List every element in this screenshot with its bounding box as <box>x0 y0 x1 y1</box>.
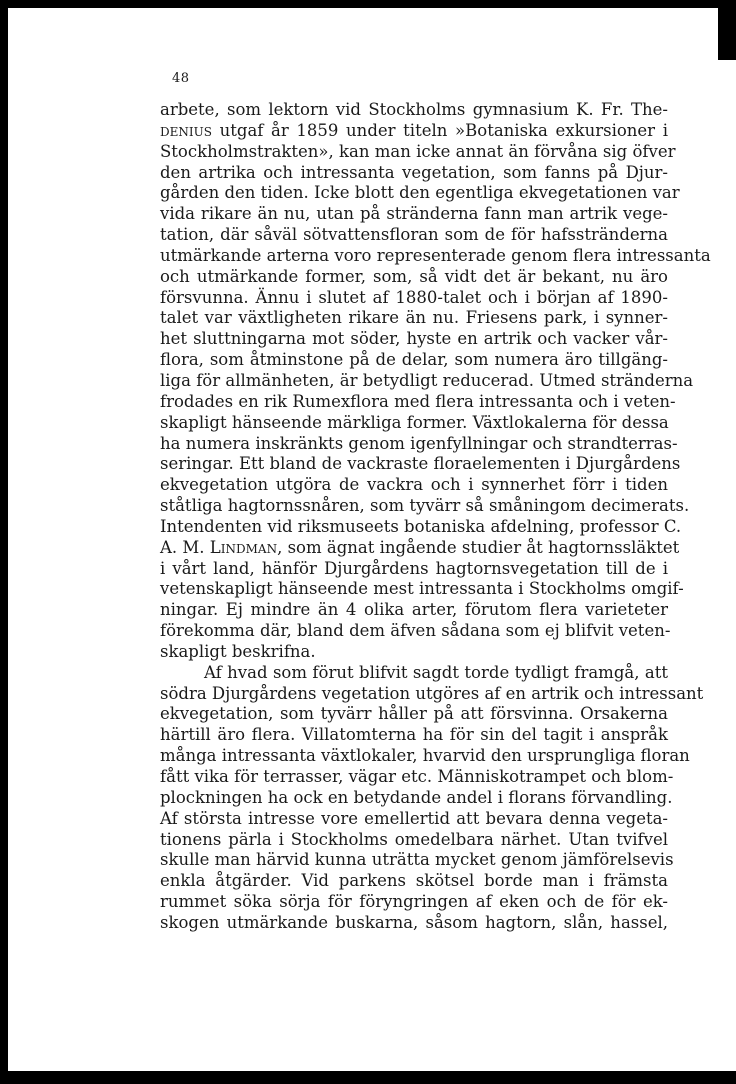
text-line: Af hvad som förut blifvit sagdt torde tydligt framgå, att <box>204 662 668 682</box>
text-line: liga för allmänheten, är betydligt reducerad. Utmed stränderna <box>160 370 694 390</box>
text-line: många intressanta växtlokaler, hvarvid den ursprungliga floran <box>160 746 690 766</box>
text-line: A. M. Lindman, som ägnat ingående studier åt hagtornssläktet <box>160 537 680 557</box>
text-line: Stockholmstrakten», kan man icke annat än förvåna sig öfver <box>160 141 676 161</box>
text-line: skapligt hänseende märkliga former. Växtlokalerna för dessa <box>160 412 669 432</box>
text-line: ekvegetation utgöra de vackra och i synnerhet förr i tiden <box>160 475 668 495</box>
text-line: vida rikare än nu, utan på stränderna fann man artrik vege- <box>160 204 668 224</box>
body-text <box>160 100 711 934</box>
text-line: enkla åtgärder. Vid parkens skötsel borde man i främsta <box>160 871 668 891</box>
text-line: het sluttningarna mot söder, hyste en artrik och vacker vår- <box>160 329 668 349</box>
text-line: ningar. Ej mindre än 4 olika arter, förutom flera varieteter <box>160 600 668 620</box>
text-line: talet var växtligheten rikare än nu. Friesens park, i synner- <box>160 308 668 328</box>
scan-border-bottom <box>0 1071 736 1084</box>
scan-border-left <box>0 0 8 1084</box>
text-line: Af största intresse vore emellertid att bevara denna vegeta- <box>160 808 668 828</box>
page-number: 48 <box>172 71 190 86</box>
text-line: seringar. Ett bland de vackraste floraelementen i Djurgårdens <box>160 454 681 474</box>
text-line: denius utgaf år 1859 under titeln »Botaniska exkursioner i <box>160 120 668 140</box>
text-line: tionens pärla i Stockholms omedelbara närhet. Utan tvifvel <box>160 829 668 849</box>
scan-border-right <box>718 0 736 60</box>
text-line: i vårt land, hänför Djurgårdens hagtornsvegetation till de i <box>160 558 668 578</box>
text-line: ekvegetation, som tyvärr håller på att försvinna. Orsakerna <box>160 704 668 724</box>
text-line: den artrika och intressanta vegetation, som fanns på Djur- <box>160 162 668 182</box>
scan-border-top <box>0 0 736 8</box>
text-line: arbete, som lektorn vid Stockholms gymnasium K. Fr. The- <box>160 100 668 119</box>
text-line: förekomma där, bland dem äfven sådana som ej blifvit veten- <box>160 621 671 641</box>
text-line: utmärkande arterna voro representerade genom flera intressanta <box>160 245 711 265</box>
text-line: tation, där såväl sötvattensfloran som de för hafsstränderna <box>160 225 668 245</box>
text-line: och utmärkande former, som, så vidt det är bekant, nu äro <box>160 266 668 286</box>
text-line: södra Djurgårdens vegetation utgöres af en artrik och intressant <box>160 683 704 703</box>
text-line: frodades en rik Rumexflora med flera intressanta och i veten- <box>160 391 676 411</box>
text-line: plockningen ha ock en betydande andel i florans förvandling. <box>160 787 673 807</box>
text-line: flora, som åtminstone på de delar, som numera äro tillgäng- <box>160 350 668 370</box>
author-name: Lindman <box>209 537 278 557</box>
text-line: fått vika för terrasser, vägar etc. Människotrampet och blom- <box>160 767 674 786</box>
text-line: skapligt beskrifna. <box>160 641 316 661</box>
text-line: skogen utmärkande buskarna, såsom hagtorn, slån, hassel, <box>160 912 668 932</box>
text-line: gården den tiden. Icke blott den egentliga ekvegetationen var <box>160 183 680 203</box>
text-line: härtill äro flera. Villatomterna ha för sin del tagit i anspråk <box>160 725 668 745</box>
text-line: skulle man härvid kunna uträtta mycket genom jämförelsevis <box>160 850 674 870</box>
text-line: vetenskapligt hänseende mest intressanta i Stockholms omgif- <box>160 579 684 599</box>
text-line: ståtliga hagtornssnåren, som tyvärr så småningom decimerats. <box>160 496 690 516</box>
text-line: ha numera inskränkts genom igenfyllningar och strandterras- <box>160 433 678 453</box>
text-line: rummet söka sörja för föryngringen af eken och de för ek- <box>160 892 668 912</box>
author-name: denius <box>160 120 212 140</box>
text-line: försvunna. Ännu i slutet af 1880-talet och i början af 1890- <box>160 287 668 307</box>
text-line: Intendenten vid riksmuseets botaniska afdelning, professor C. <box>160 516 682 536</box>
